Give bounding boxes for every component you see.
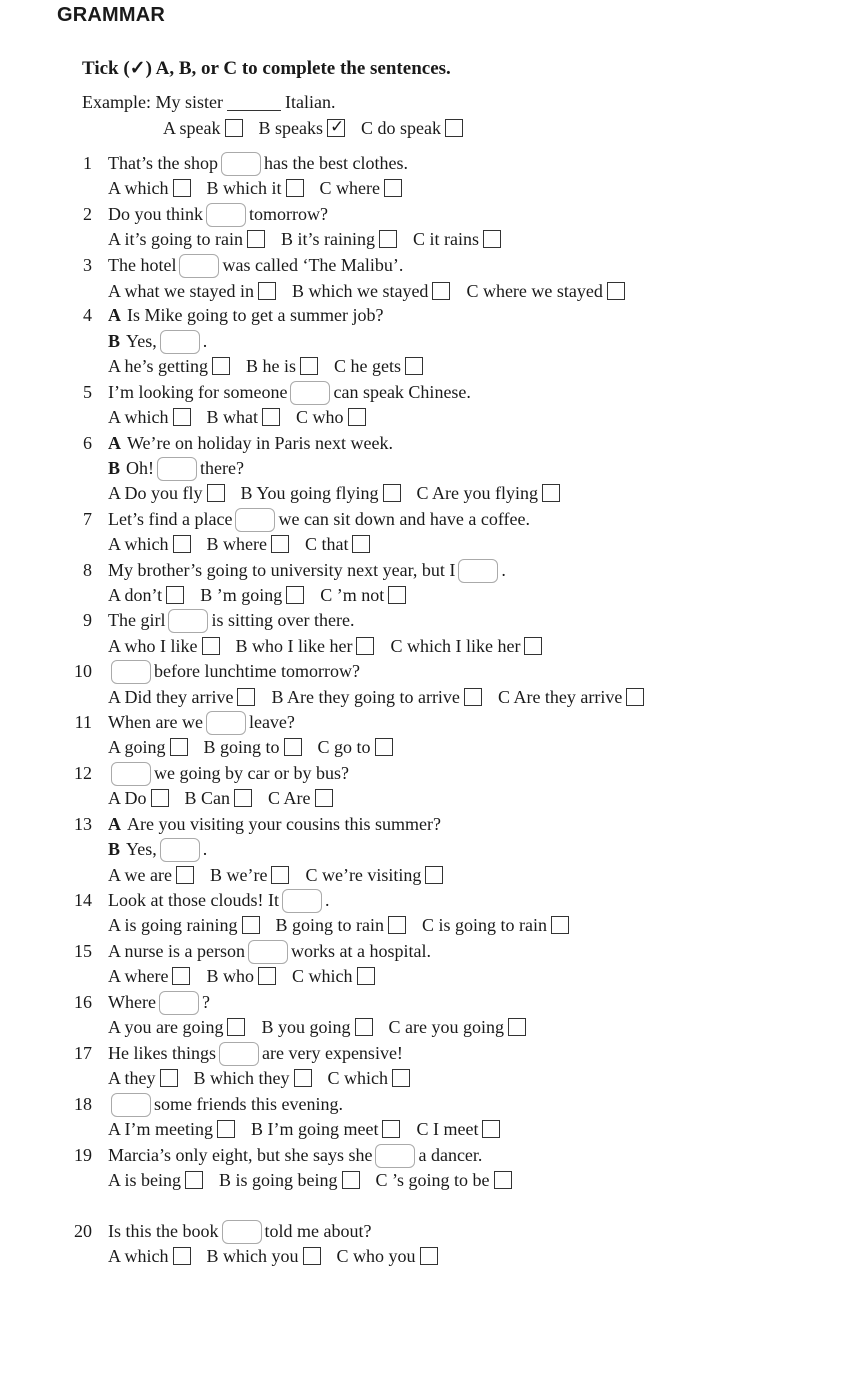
- question-19-option-2-checkbox[interactable]: [494, 1171, 512, 1189]
- question-18-option-2-checkbox[interactable]: [482, 1120, 500, 1138]
- question-10-options: [108, 685, 660, 709]
- question-4-speaker-b: B: [108, 331, 121, 351]
- question-15-before: A nurse is a person: [108, 941, 245, 961]
- question-3-option-0-checkbox[interactable]: [258, 282, 276, 300]
- question-9-option-0-label: A who I like: [108, 636, 198, 656]
- question-18-option-0-checkbox[interactable]: [217, 1120, 235, 1138]
- question-4-line-a-text: Is Mike going to get a summer job?: [127, 305, 384, 325]
- question-2-number: 2: [83, 204, 92, 224]
- question-4-option-1-checkbox[interactable]: [300, 357, 318, 375]
- question-7-option-0-checkbox[interactable]: [173, 535, 191, 553]
- question-17-option-2-label: C which: [327, 1068, 388, 1088]
- question-10-option-0-label: A Did they arrive: [108, 687, 234, 707]
- question-14-options: [108, 913, 585, 937]
- question-17-option-1-checkbox[interactable]: [294, 1069, 312, 1087]
- example-after: Italian.: [284, 92, 336, 112]
- question-1-option-0-checkbox[interactable]: [173, 179, 191, 197]
- question-5-option-0-label: A which: [108, 407, 169, 427]
- question-4-option-2-checkbox[interactable]: [405, 357, 423, 375]
- question-5-options: [108, 405, 382, 429]
- question-6-answer-gap[interactable]: [157, 457, 197, 481]
- question-13-after: .: [202, 839, 208, 859]
- question-15-option-2-label: C which: [292, 966, 353, 986]
- question-1-option-1-label: B which it: [206, 178, 282, 198]
- question-8-option-1-label: B ’m going: [200, 585, 283, 605]
- question-13-option-0-label: A we are: [108, 865, 172, 885]
- question-7-option-2-label: C that: [304, 534, 349, 554]
- question-17-option-2-checkbox[interactable]: [392, 1069, 410, 1087]
- question-13-option-0-checkbox[interactable]: [176, 866, 194, 884]
- question-10-option-1-checkbox[interactable]: [464, 688, 482, 706]
- question-13-speaker-a: A: [108, 814, 121, 834]
- question-3-after: was called ‘The Malibu’.: [222, 255, 404, 275]
- question-16-option-2-checkbox[interactable]: [508, 1018, 526, 1036]
- question-4-speaker-a: A: [108, 305, 121, 325]
- question-9-sentence: [108, 608, 354, 632]
- question-14-option-1-checkbox[interactable]: [388, 916, 406, 934]
- question-16-option-0-label: A you are going: [108, 1017, 224, 1037]
- question-6-sentence: [108, 456, 244, 480]
- question-13-line-a-text: Are you visiting your cousins this summer?: [127, 814, 441, 834]
- question-19-answer-gap[interactable]: [375, 1144, 415, 1168]
- question-8-option-1-checkbox[interactable]: [286, 586, 304, 604]
- question-20-option-2-checkbox[interactable]: [420, 1247, 438, 1265]
- question-20-number: 20: [74, 1221, 92, 1241]
- question-6-speaker-a: A: [108, 433, 121, 453]
- question-8-options: [108, 583, 422, 607]
- question-4-option-2-label: C he gets: [334, 356, 402, 376]
- question-13-option-2-checkbox[interactable]: [425, 866, 443, 884]
- question-4-option-0-label: A he’s getting: [108, 356, 208, 376]
- question-18-option-2-label: C I meet: [416, 1119, 479, 1139]
- question-6-options: [108, 481, 576, 505]
- question-7-option-2-checkbox[interactable]: [352, 535, 370, 553]
- question-13-before: Yes,: [126, 839, 157, 859]
- question-3-sentence: [108, 253, 403, 277]
- question-3-option-2-checkbox[interactable]: [607, 282, 625, 300]
- question-20-answer-gap[interactable]: [222, 1220, 262, 1244]
- question-5-option-2-checkbox[interactable]: [348, 408, 366, 426]
- question-10-number: 10: [74, 661, 92, 681]
- question-17-option-0-checkbox[interactable]: [160, 1069, 178, 1087]
- question-1-options: [108, 176, 418, 200]
- question-14-number: 14: [74, 890, 92, 910]
- question-1-option-1-checkbox[interactable]: [286, 179, 304, 197]
- question-4-before: Yes,: [126, 331, 157, 351]
- question-8-answer-gap[interactable]: [458, 559, 498, 583]
- question-9-after: is sitting over there.: [211, 610, 355, 630]
- question-4-line-a: [108, 303, 383, 327]
- question-3-options: [108, 279, 641, 303]
- question-19-option-0-checkbox[interactable]: [185, 1171, 203, 1189]
- question-1-before: That’s the shop: [108, 153, 218, 173]
- question-15-number: 15: [74, 941, 92, 961]
- question-11-sentence: [108, 710, 295, 734]
- question-11-option-0-checkbox[interactable]: [170, 738, 188, 756]
- question-12-option-1-label: B Can: [184, 788, 231, 808]
- question-17-number: 17: [74, 1043, 92, 1063]
- question-13-option-2-label: C we’re visiting: [305, 865, 422, 885]
- question-14-after: .: [324, 890, 330, 910]
- question-14-option-1-label: B going to rain: [275, 915, 384, 935]
- question-7-sentence: [108, 507, 530, 531]
- question-6-line-a-text: We’re on holiday in Paris next week.: [127, 433, 393, 453]
- question-16-after: ?: [201, 992, 210, 1012]
- question-2-option-2-label: C it rains: [413, 229, 479, 249]
- question-6-option-2-label: C Are you flying: [416, 483, 539, 503]
- question-12-option-2-label: C Are: [268, 788, 311, 808]
- question-4-after: .: [202, 331, 208, 351]
- question-16-option-1-checkbox[interactable]: [355, 1018, 373, 1036]
- question-13-line-a: [108, 812, 441, 836]
- question-5-after: can speak Chinese.: [333, 382, 471, 402]
- question-12-answer-gap[interactable]: [111, 762, 151, 786]
- page-heading: GRAMMAR: [57, 4, 166, 26]
- question-3-before: The hotel: [108, 255, 177, 275]
- question-4-number: 4: [83, 305, 92, 325]
- question-7-before: Let’s find a place: [108, 509, 233, 529]
- question-19-number: 19: [74, 1145, 92, 1165]
- question-11-option-2-label: C go to: [317, 737, 371, 757]
- question-14-before: Look at those clouds! It: [108, 890, 279, 910]
- question-2-option-2-checkbox[interactable]: [483, 230, 501, 248]
- question-14-answer-gap[interactable]: [282, 889, 322, 913]
- question-19-sentence: [108, 1143, 482, 1167]
- question-11-option-1-checkbox[interactable]: [284, 738, 302, 756]
- question-16-option-2-label: C are you going: [388, 1017, 504, 1037]
- question-10-option-1-label: B Are they going to arrive: [271, 687, 460, 707]
- question-14-sentence: [108, 888, 329, 912]
- question-20-options: [108, 1244, 454, 1268]
- question-11-options: [108, 735, 409, 759]
- question-10-option-0-checkbox[interactable]: [237, 688, 255, 706]
- question-9-option-2-checkbox[interactable]: [524, 637, 542, 655]
- question-11-before: When are we: [108, 712, 203, 732]
- question-19-before: Marcia’s only eight, but she says she: [108, 1145, 373, 1165]
- question-12-sentence: [108, 761, 349, 785]
- question-15-option-0-label: A where: [108, 966, 169, 986]
- question-9-answer-gap[interactable]: [168, 609, 208, 633]
- question-8-number: 8: [83, 560, 92, 580]
- question-7-number: 7: [83, 509, 92, 529]
- question-1-answer-gap[interactable]: [221, 152, 261, 176]
- question-4-sentence: [108, 329, 207, 353]
- question-10-option-2-checkbox[interactable]: [626, 688, 644, 706]
- question-7-options: [108, 532, 386, 556]
- question-3-option-1-label: B which we stayed: [291, 281, 429, 301]
- question-7-answer-gap[interactable]: [235, 508, 275, 532]
- question-8-option-0-label: A don’t: [108, 585, 163, 605]
- question-5-option-0-checkbox[interactable]: [173, 408, 191, 426]
- question-20-option-2-label: C who you: [336, 1246, 416, 1266]
- example-options: [163, 116, 479, 140]
- question-3-option-0-label: A what we stayed in: [108, 281, 254, 301]
- question-16-sentence: [108, 990, 210, 1014]
- question-20-option-0-label: A which: [108, 1246, 169, 1266]
- question-12-option-1-checkbox[interactable]: [234, 789, 252, 807]
- question-12-after: we going by car or by bus?: [154, 763, 349, 783]
- question-8-option-0-checkbox[interactable]: [166, 586, 184, 604]
- question-4-option-1-label: B he is: [246, 356, 297, 376]
- question-12-option-0-checkbox[interactable]: [151, 789, 169, 807]
- question-2-option-0-label: A it’s going to rain: [108, 229, 243, 249]
- question-8-option-2-checkbox[interactable]: [388, 586, 406, 604]
- question-19-option-1-checkbox[interactable]: [342, 1171, 360, 1189]
- question-2-answer-gap[interactable]: [206, 203, 246, 227]
- question-6-option-0-label: A Do you fly: [108, 483, 203, 503]
- question-15-after: works at a hospital.: [290, 941, 431, 961]
- instructions: Tick (✓) A, B, or C to complete the sentences.: [82, 58, 451, 79]
- question-4-answer-gap[interactable]: [160, 330, 200, 354]
- question-19-option-2-label: C ’s going to be: [375, 1170, 490, 1190]
- question-14-option-0-checkbox[interactable]: [242, 916, 260, 934]
- question-20-option-0-checkbox[interactable]: [173, 1247, 191, 1265]
- question-5-sentence: [108, 380, 471, 404]
- question-1-number: 1: [83, 153, 92, 173]
- question-16-option-0-checkbox[interactable]: [227, 1018, 245, 1036]
- question-20-option-1-label: B which you: [206, 1246, 299, 1266]
- question-20-option-1-checkbox[interactable]: [303, 1247, 321, 1265]
- question-12-options: [108, 786, 349, 810]
- question-2-before: Do you think: [108, 204, 204, 224]
- question-3-answer-gap[interactable]: [179, 254, 219, 278]
- question-17-option-0-label: A they: [108, 1068, 156, 1088]
- question-17-options: [108, 1066, 426, 1090]
- question-14-option-2-label: C is going to rain: [422, 915, 547, 935]
- example-option-0-checkbox[interactable]: [225, 119, 243, 137]
- question-11-option-1-label: B going to: [203, 737, 280, 757]
- question-8-sentence: [108, 558, 506, 582]
- question-5-option-1-checkbox[interactable]: [262, 408, 280, 426]
- question-9-before: The girl: [108, 610, 166, 630]
- question-2-sentence: [108, 202, 328, 226]
- question-9-option-1-checkbox[interactable]: [356, 637, 374, 655]
- question-19-options: [108, 1168, 528, 1192]
- question-11-option-0-label: A going: [108, 737, 166, 757]
- question-10-after: before lunchtime tomorrow?: [154, 661, 360, 681]
- question-10-sentence: [108, 659, 360, 683]
- question-3-option-1-checkbox[interactable]: [432, 282, 450, 300]
- question-8-option-2-label: C ’m not: [320, 585, 385, 605]
- question-14-option-0-label: A is going raining: [108, 915, 238, 935]
- question-13-option-1-checkbox[interactable]: [271, 866, 289, 884]
- question-10-option-2-label: C Are they arrive: [497, 687, 623, 707]
- question-17-answer-gap[interactable]: [219, 1042, 259, 1066]
- question-11-option-2-checkbox[interactable]: [375, 738, 393, 756]
- question-7-after: we can sit down and have a coffee.: [278, 509, 531, 529]
- question-6-before: Oh!: [126, 458, 155, 478]
- question-13-speaker-b: B: [108, 839, 121, 859]
- question-9-option-1-label: B who I like her: [235, 636, 353, 656]
- question-11-after: leave?: [248, 712, 295, 732]
- question-16-before: Where: [108, 992, 156, 1012]
- question-4-options: [108, 354, 439, 378]
- question-15-option-1-checkbox[interactable]: [258, 967, 276, 985]
- question-6-after: there?: [200, 458, 244, 478]
- question-18-options: [108, 1117, 516, 1141]
- question-11-answer-gap[interactable]: [206, 711, 246, 735]
- question-17-option-1-label: B which they: [193, 1068, 290, 1088]
- question-7-option-1-checkbox[interactable]: [271, 535, 289, 553]
- question-17-sentence: [108, 1041, 403, 1065]
- question-2-option-0-checkbox[interactable]: [247, 230, 265, 248]
- question-5-option-2-label: C who: [296, 407, 344, 427]
- question-5-option-1-label: B what: [206, 407, 258, 427]
- question-14-option-2-checkbox[interactable]: [551, 916, 569, 934]
- question-16-options: [108, 1015, 542, 1039]
- question-13-number: 13: [74, 814, 92, 834]
- question-17-before: He likes things: [108, 1043, 216, 1063]
- question-6-option-1-label: B You going flying: [240, 483, 379, 503]
- question-8-before: My brother’s going to university next year, but I: [108, 560, 456, 580]
- question-1-option-2-checkbox[interactable]: [384, 179, 402, 197]
- question-9-options: [108, 634, 558, 658]
- question-6-number: 6: [83, 433, 92, 453]
- question-18-option-1-label: B I’m going meet: [250, 1119, 379, 1139]
- question-13-options: [108, 863, 459, 887]
- question-20-sentence: [108, 1219, 371, 1243]
- question-6-line-a: [108, 431, 393, 455]
- question-5-before: I’m looking for someone: [108, 382, 288, 402]
- example-option-2-label: C do speak: [361, 118, 441, 138]
- question-15-options: [108, 964, 391, 988]
- question-16-answer-gap[interactable]: [159, 991, 199, 1015]
- question-12-number: 12: [74, 763, 92, 783]
- question-5-number: 5: [83, 382, 92, 402]
- question-1-sentence: [108, 151, 408, 175]
- question-1-option-0-label: A which: [108, 178, 169, 198]
- question-18-option-0-label: A I’m meeting: [108, 1119, 213, 1139]
- question-19-option-1-label: B is going being: [219, 1170, 338, 1190]
- question-15-sentence: [108, 939, 431, 963]
- question-13-answer-gap[interactable]: [160, 838, 200, 862]
- question-1-option-2-label: C where: [319, 178, 380, 198]
- question-19-option-0-label: A is being: [108, 1170, 182, 1190]
- question-6-option-0-checkbox[interactable]: [207, 484, 225, 502]
- question-13-sentence: [108, 837, 207, 861]
- question-15-option-1-label: B who: [206, 966, 254, 986]
- question-16-number: 16: [74, 992, 92, 1012]
- question-3-number: 3: [83, 255, 92, 275]
- question-18-option-1-checkbox[interactable]: [382, 1120, 400, 1138]
- question-9-option-2-label: C which I like her: [390, 636, 521, 656]
- question-9-option-0-checkbox[interactable]: [202, 637, 220, 655]
- question-2-options: [108, 227, 517, 251]
- question-2-option-1-label: B it’s raining: [281, 229, 375, 249]
- question-18-after: some friends this evening.: [154, 1094, 343, 1114]
- question-18-sentence: [108, 1092, 343, 1116]
- question-15-answer-gap[interactable]: [248, 940, 288, 964]
- question-7-option-0-label: A which: [108, 534, 169, 554]
- question-3-option-2-label: C where we stayed: [466, 281, 603, 301]
- question-9-number: 9: [83, 610, 92, 630]
- question-20-after: told me about?: [264, 1221, 372, 1241]
- question-15-option-2-checkbox[interactable]: [357, 967, 375, 985]
- example-blank: [227, 92, 281, 111]
- question-10-answer-gap[interactable]: [111, 660, 151, 684]
- question-2-after: tomorrow?: [249, 204, 328, 224]
- question-13-option-1-label: B we’re: [209, 865, 268, 885]
- question-17-after: are very expensive!: [262, 1043, 403, 1063]
- question-18-answer-gap[interactable]: [111, 1093, 151, 1117]
- question-6-speaker-b: B: [108, 458, 121, 478]
- question-11-number: 11: [74, 712, 92, 732]
- question-6-option-1-checkbox[interactable]: [383, 484, 401, 502]
- question-8-after: .: [501, 560, 506, 580]
- question-19-after: a dancer.: [418, 1145, 483, 1165]
- question-2-option-1-checkbox[interactable]: [379, 230, 397, 248]
- example-option-1-checkbox-checked[interactable]: [327, 119, 345, 137]
- example-option-1-label: B speaks: [258, 118, 323, 138]
- question-12-option-0-label: A Do: [108, 788, 147, 808]
- question-4-option-0-checkbox[interactable]: [212, 357, 230, 375]
- question-16-option-1-label: B you going: [261, 1017, 351, 1037]
- example-before: Example: My sister: [82, 92, 223, 112]
- question-20-before: Is this the book: [108, 1221, 219, 1241]
- question-18-number: 18: [74, 1094, 92, 1114]
- question-15-option-0-checkbox[interactable]: [172, 967, 190, 985]
- example-option-2-checkbox[interactable]: [445, 119, 463, 137]
- question-5-answer-gap[interactable]: [290, 381, 330, 405]
- example-sentence: [82, 90, 335, 114]
- question-7-option-1-label: B where: [206, 534, 267, 554]
- example-option-0-label: A speak: [163, 118, 221, 138]
- question-6-option-2-checkbox[interactable]: [542, 484, 560, 502]
- question-12-option-2-checkbox[interactable]: [315, 789, 333, 807]
- question-1-after: has the best clothes.: [264, 153, 408, 173]
